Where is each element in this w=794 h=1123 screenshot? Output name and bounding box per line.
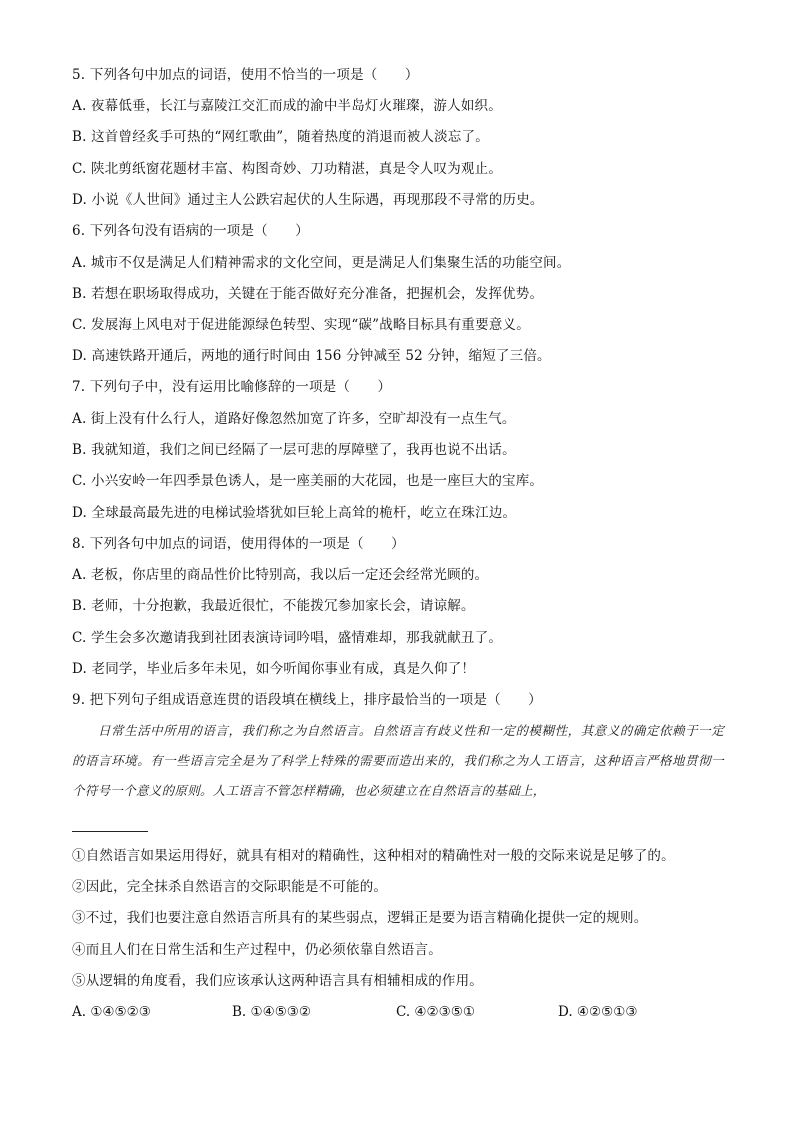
q8-option-d: D. 老同学，毕业后多年未见，如今听闻你事业有成，真是久仰了！ — [72, 661, 476, 677]
q7-option-d: D. 全球最高最先进的电梯试验塔犹如巨轮上高耸的桅杆，屹立在珠江边。 — [72, 505, 517, 521]
q6-option-d: D. 高速铁路开通后，两地的通行时间由 156 分钟减至 52 分钟，缩短了三倍。 — [72, 348, 551, 364]
q7-stem: 7. 下列句子中，没有运用比喻修辞的一项是（ ） — [72, 379, 392, 395]
q7-option-b: B. 我就知道，我们之间已经隔了一层可悲的厚障壁了，我再也说不出话。 — [72, 442, 516, 458]
q8-option-c: C. 学生会多次邀请我到社团表演诗词吟唱，盛情难却，那我就献丑了。 — [72, 630, 503, 646]
answer-blank-line — [72, 831, 148, 832]
q9-stem: 9. 把下列句子组成语意连贯的语段填在横线上，排序最恰当的一项是（ ） — [72, 692, 542, 708]
q6-option-a: A. 城市不仅是满足人们精神需求的文化空间，更是满足人们集聚生活的功能空间。 — [72, 255, 571, 271]
q8-option-b: B. 老师，十分抱歉，我最近很忙，不能拨冗参加家长会，请谅解。 — [72, 598, 475, 614]
q5-option-c: C. 陕北剪纸窗花题材丰富、构图奇妙、刀功精湛，真是令人叹为观止。 — [72, 161, 503, 177]
q6-stem: 6. 下列各句没有语病的一项是（ ） — [72, 223, 309, 239]
q9-option-a: A. ①④⑤②③ — [72, 1004, 151, 1020]
q5-stem: 5. 下列各句中加点的词语，使用不恰当的一项是（ ） — [72, 67, 419, 83]
q8-stem: 8. 下列各句中加点的词语，使用得体的一项是（ ） — [72, 536, 405, 552]
q9-option-c: C. ④②③⑤① — [396, 1004, 475, 1020]
q9-option-d: D. ④②⑤①③ — [558, 1004, 638, 1020]
q9-option-b: B. ①④⑤③② — [232, 1004, 312, 1020]
q8-option-a: A. 老板，你店里的商品性价比特别高，我以后一定还会经常光顾的。 — [72, 567, 489, 583]
q6-option-b: B. 若想在职场取得成功，关键在于能否做好充分准备，把握机会，发挥优势。 — [72, 286, 544, 302]
q9-sentence-2: ②因此，完全抹杀自然语言的交际职能是不可能的。 — [72, 879, 388, 895]
q9-sentence-5: ⑤从逻辑的角度看，我们应该承认这两种语言具有相辅相成的作用。 — [72, 973, 483, 989]
q5-option-b: B. 这首曾经炙手可热的“网红歌曲”，随着热度的消退而被人淡忘了。 — [72, 129, 489, 145]
q7-option-c: C. 小兴安岭一年四季景色诱人，是一座美丽的大花园，也是一座巨大的宝库。 — [72, 473, 544, 489]
q9-passage: 日常生活中所用的语言，我们称之为自然语言。自然语言有歧义性和一定的模糊性，其意义的确定依赖于一定的语言环境。有一些语言完全是为了科学上特殊的需要而造出来的，我们称之为人工语言，这种语言严格地贯彻一个符号一个意义的原则。人工语言不管怎样精确，也必须建立在自然语言的基础上， — [72, 723, 724, 798]
q5-option-d: D. 小说《人世间》通过主人公跌宕起伏的人生际遇，再现那段不寻常的历史。 — [72, 192, 544, 208]
q5-option-a: A. 夜幕低垂，长江与嘉陵江交汇而成的渝中半岛灯火璀璨，游人如织。 — [72, 98, 502, 114]
q6-option-c: C. 发展海上风电对于促进能源绿色转型、实现“碳”战略目标具有重要意义。 — [72, 317, 530, 333]
q7-option-a: A. 街上没有什么行人，道路好像忽然加宽了许多，空旷却没有一点生气。 — [72, 411, 516, 427]
q9-sentence-3: ③不过，我们也要注意自然语言所具有的某些弱点，逻辑正是要为语言精确化提供一定的规则。 — [72, 910, 648, 926]
q9-sentence-1: ①自然语言如果运用得好，就具有相对的精确性，这种相对的精确性对一般的交际来说是足够了的。 — [72, 848, 675, 864]
q9-sentence-4: ④而且人们在日常生活和生产过程中，仍必须依靠自然语言。 — [72, 942, 442, 958]
